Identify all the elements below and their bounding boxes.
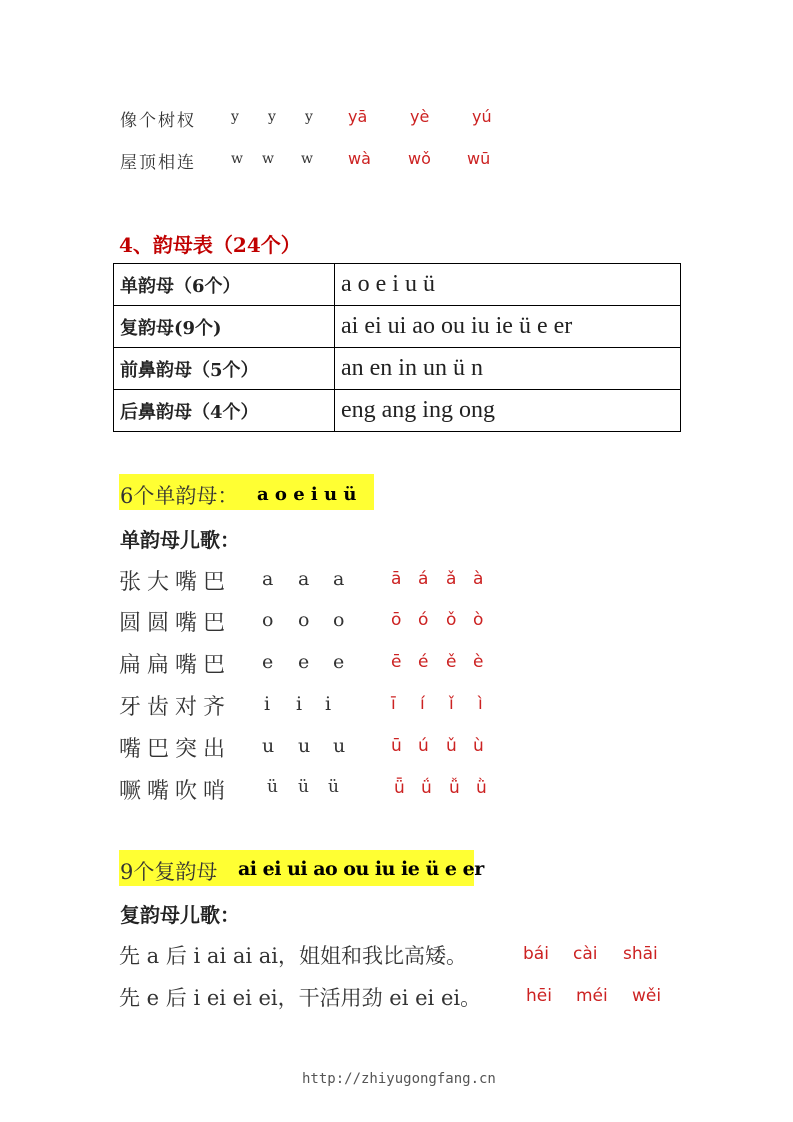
tone-mark: í xyxy=(420,694,425,714)
rhyme-latin: ü xyxy=(267,777,278,797)
rhyme-cn: 牙齿对齐 xyxy=(119,695,232,720)
tone-mark: ē xyxy=(391,652,402,672)
rhyme-latin: o xyxy=(333,609,345,631)
compound-rhyme-line: 先 e 后 i ei ei ei，干活用劲 ei ei ei。 xyxy=(119,986,482,1010)
rhyme-latin: ü xyxy=(298,777,309,797)
yw-latin: w xyxy=(301,151,313,167)
finals-category: 后鼻韵母（4个） xyxy=(114,390,335,432)
yw-pinyin: wū xyxy=(467,149,491,168)
tone-mark: ú xyxy=(418,736,429,756)
rhyme-cn: 嘴巴突出 xyxy=(119,737,232,762)
yw-line-w xyxy=(120,148,196,173)
single-finals-heading xyxy=(119,474,374,510)
finals-table xyxy=(113,263,681,432)
tone-mark: é xyxy=(418,652,429,672)
rhyme-cn: 圆圆嘴巴 xyxy=(119,611,232,636)
rhyme-latin: ü xyxy=(328,777,339,797)
compound-finals-song-title: 复韵母儿歌： xyxy=(120,903,240,927)
yw-cn: 像个树杈 xyxy=(120,111,196,131)
rhyme-latin: i xyxy=(325,693,332,715)
rhyme-cn: 张大嘴巴 xyxy=(119,570,232,595)
rhyme-latin: o xyxy=(262,609,274,631)
table-row xyxy=(114,348,681,390)
yw-pinyin: wà xyxy=(348,149,371,168)
tone-mark: ǘ xyxy=(421,778,432,798)
yw-pinyin: yè xyxy=(410,107,430,126)
rhyme-latin: i xyxy=(264,693,271,715)
yw-latin: y xyxy=(268,109,276,125)
compound-finals-heading xyxy=(119,850,484,886)
yw-latin: w xyxy=(231,151,243,167)
finals-items: eng ang ing ong xyxy=(335,390,681,432)
footer-url: http://zhiyugongfang.cn xyxy=(302,1071,496,1087)
tone-mark: ǖ xyxy=(394,778,405,798)
tone-mark: ǒ xyxy=(446,610,457,630)
rhyme-latin: a xyxy=(298,568,310,590)
rhyme-latin: e xyxy=(262,651,274,673)
single-finals-heading-items: a o e i u ü xyxy=(257,484,357,505)
rhyme-latin: e xyxy=(333,651,345,673)
tone-mark: ù xyxy=(473,736,484,756)
finals-items: an en in un ü n xyxy=(335,348,681,390)
yw-line-y xyxy=(120,106,196,131)
yw-cn: 屋顶相连 xyxy=(120,153,196,173)
tone-mark: ó xyxy=(418,610,429,630)
table-row xyxy=(114,306,681,348)
compound-finals-heading-prefix: 9个复韵母 xyxy=(120,860,218,884)
single-finals-heading-prefix: 6个单韵母： xyxy=(120,484,239,508)
yw-pinyin: wǒ xyxy=(408,149,431,168)
tone-mark: ǜ xyxy=(476,778,487,798)
finals-category: 复韵母(9个) xyxy=(114,306,335,348)
yw-latin: y xyxy=(305,109,313,125)
rhyme-cn: 扁扁嘴巴 xyxy=(119,653,232,678)
compound-finals-heading-items: ai ei ui ao ou iu ie ü e er xyxy=(238,858,484,880)
finals-category: 单韵母（6个） xyxy=(114,264,335,306)
tone-mark: á xyxy=(418,569,429,589)
tone-mark: ǔ xyxy=(446,736,457,756)
rhyme-latin: u xyxy=(298,735,311,757)
tone-mark: ǐ xyxy=(449,694,454,714)
tone-mark: ì xyxy=(478,694,483,714)
tone-mark: ī xyxy=(391,694,396,714)
table-row xyxy=(114,390,681,432)
finals-section-title: 4、韵母表（24个） xyxy=(119,233,301,257)
rhyme-latin: u xyxy=(262,735,275,757)
finals-items: a o e i u ü xyxy=(335,264,681,306)
table-row xyxy=(114,264,681,306)
compound-pinyin: hēi xyxy=(526,986,552,1006)
tone-mark: ā xyxy=(391,569,402,589)
compound-pinyin: shāi xyxy=(623,944,658,964)
compound-pinyin: cài xyxy=(573,944,598,964)
tone-mark: è xyxy=(473,652,484,672)
rhyme-latin: i xyxy=(296,693,303,715)
yw-latin: w xyxy=(262,151,274,167)
rhyme-cn: 噘嘴吹哨 xyxy=(119,779,232,804)
single-finals-song-title: 单韵母儿歌： xyxy=(120,528,240,552)
tone-mark: ō xyxy=(391,610,402,630)
tone-mark: à xyxy=(473,569,484,589)
rhyme-latin: u xyxy=(333,735,346,757)
yw-pinyin: yú xyxy=(472,107,492,126)
tone-mark: ǚ xyxy=(449,778,460,798)
rhyme-latin: a xyxy=(333,568,345,590)
yw-pinyin: yā xyxy=(348,107,368,126)
compound-pinyin: méi xyxy=(576,986,608,1006)
rhyme-latin: a xyxy=(262,568,274,590)
tone-mark: ū xyxy=(391,736,402,756)
rhyme-latin: o xyxy=(298,609,310,631)
rhyme-latin: e xyxy=(298,651,310,673)
tone-mark: ě xyxy=(446,652,457,672)
compound-rhyme-line: 先 a 后 i ai ai ai，姐姐和我比高矮。 xyxy=(119,944,467,968)
finals-items: ai ei ui ao ou iu ie ü e er xyxy=(335,306,681,348)
yw-latin: y xyxy=(231,109,239,125)
finals-category: 前鼻韵母（5个） xyxy=(114,348,335,390)
tone-mark: ò xyxy=(473,610,484,630)
compound-pinyin: wěi xyxy=(632,986,662,1006)
tone-mark: ǎ xyxy=(446,569,457,589)
compound-pinyin: bái xyxy=(523,944,549,964)
